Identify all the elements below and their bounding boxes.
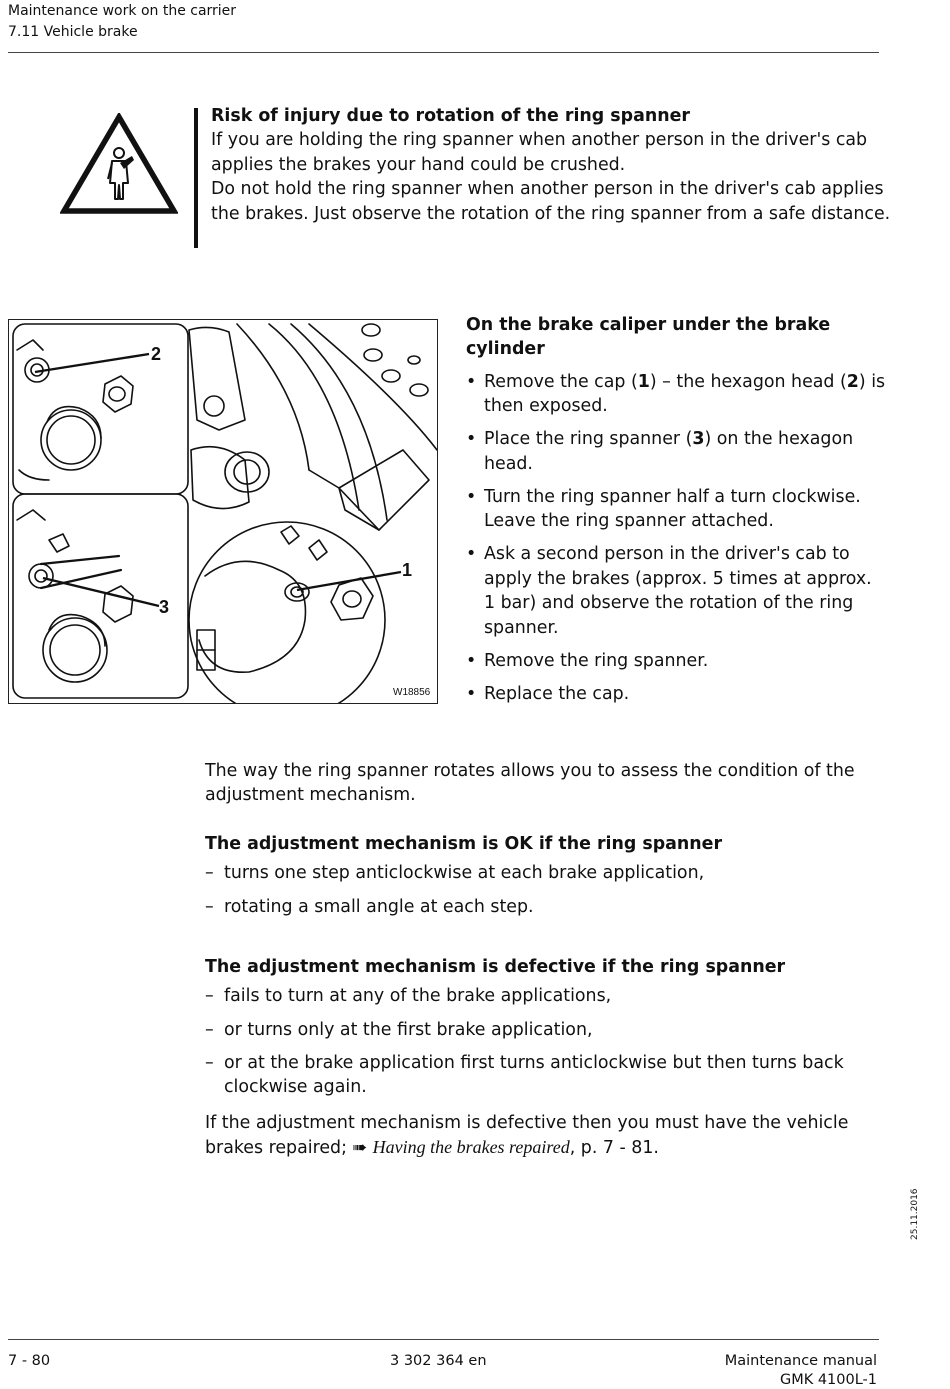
defective-section bbox=[205, 955, 885, 1099]
footer-divider bbox=[8, 1339, 879, 1340]
brake-caliper-figure bbox=[8, 319, 438, 704]
figure-code: W18856 bbox=[393, 687, 431, 698]
cross-reference-link[interactable]: Having the brakes repaired bbox=[372, 1137, 570, 1158]
list-item: – turns one step anticlockwise at each brake application, bbox=[205, 863, 705, 884]
callout-1: 1 bbox=[402, 560, 413, 580]
list-item: • Replace the cap. bbox=[466, 682, 886, 706]
list-item: • Remove the ring spanner. bbox=[466, 649, 886, 673]
list-item: • Remove the cap (1) – the hexagon head (2) is then exposed. bbox=[466, 371, 886, 417]
date-stamp: 25.11.2016 bbox=[910, 1188, 920, 1240]
list-item: • Place the ring spanner (3) on the hexagon head. bbox=[466, 429, 854, 474]
list-item: • Ask a second person in the driver's cab to apply the brakes (approx. 5 times at approx. 1 bar) and observe the rotation of the ring spanner. bbox=[466, 544, 872, 638]
ok-heading: The adjustment mechanism is OK if the ring spanner bbox=[205, 834, 723, 854]
warning-side-bar bbox=[194, 108, 198, 248]
footer-document-number: 3 302 364 en bbox=[390, 1353, 487, 1369]
assessment-intro: The way the ring spanner rotates allows you to assess the condition of the adjustment mechanism. bbox=[205, 761, 855, 806]
procedure-title: On the brake caliper under the brake cylinder bbox=[466, 315, 831, 360]
bullet: • bbox=[466, 650, 477, 671]
list-item: – fails to turn at any of the brake applications, bbox=[205, 986, 612, 1007]
footer-model: GMK 4100L-1 bbox=[779, 1372, 877, 1388]
bullet: • bbox=[466, 544, 477, 565]
list-item: – or at the brake application first turns anticlockwise but then turns back clockwise again. bbox=[205, 1052, 844, 1097]
bullet: • bbox=[466, 486, 477, 507]
bullet: • bbox=[466, 429, 477, 450]
warning-paragraph-hazard: If you are holding the ring spanner when another person in the driver's cab applies the brakes your hand could be crushed. bbox=[211, 130, 868, 175]
callout-3: 3 bbox=[159, 597, 170, 617]
procedure-steps-list bbox=[466, 370, 886, 706]
warning-triangle-crush-hazard-icon bbox=[60, 113, 178, 215]
ok-section bbox=[205, 832, 885, 919]
callout-2: 2 bbox=[151, 344, 162, 364]
cross-reference-arrow-icon: ➠ bbox=[352, 1138, 368, 1159]
procedure-block bbox=[466, 313, 886, 715]
list-item: • Turn the ring spanner half a turn clockwise. Leave the ring spanner attached. bbox=[466, 486, 861, 532]
header-chapter-title: 7.11 Vehicle brake bbox=[8, 24, 138, 40]
warning-paragraph-instruction: Do not hold the ring spanner when another person in the driver's cab applies the brakes. Just observe the rotation of the ring spanner from a safe distance. bbox=[211, 179, 891, 224]
header-divider bbox=[8, 52, 879, 53]
list-item: – rotating a small angle at each step. bbox=[205, 896, 534, 917]
conclusion-paragraph: If the adjustment mechanism is defective then you must have the vehicle brakes repaired; ➠ Having the brakes repaired, p. 7 - 81. bbox=[205, 1113, 849, 1159]
footer-page-number: 7 - 80 bbox=[8, 1353, 51, 1369]
bullet: • bbox=[466, 683, 477, 704]
defective-heading: The adjustment mechanism is defective if the ring spanner bbox=[205, 957, 786, 977]
list-item: – or turns only at the first brake application, bbox=[205, 1019, 593, 1040]
warning-box bbox=[211, 104, 891, 226]
header-section-title: Maintenance work on the carrier bbox=[8, 3, 237, 19]
warning-title: Risk of injury due to rotation of the ring spanner bbox=[211, 106, 690, 126]
footer-manual-title: Maintenance manual bbox=[724, 1353, 877, 1369]
bullet: • bbox=[466, 371, 477, 392]
